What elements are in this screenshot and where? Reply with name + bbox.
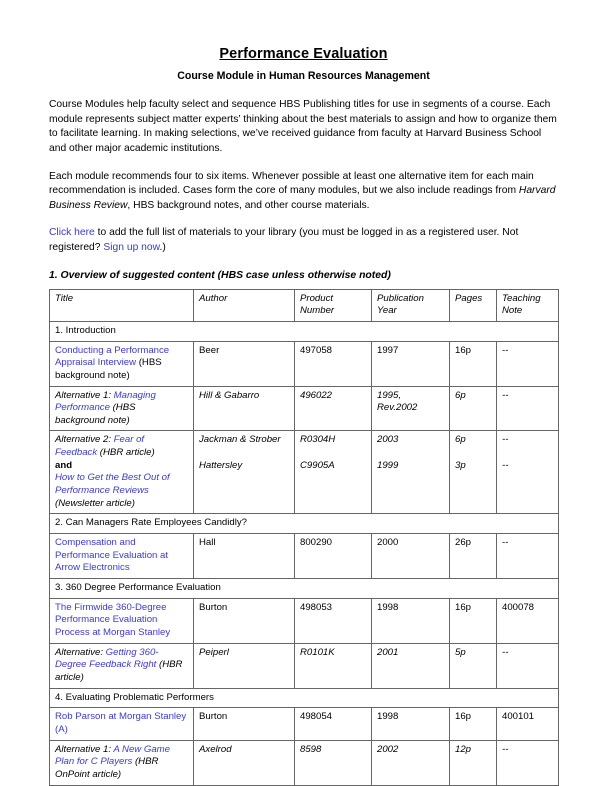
cell-publication-year <box>372 534 450 579</box>
cell-author <box>194 431 295 514</box>
cell-author-value: Beer <box>199 344 220 356</box>
intro-paragraph-1: Course Modules help faculty select and sequence HBS Publishing titles for use in segments of a course. Each module represents subject matter experts’ thinking about the best materials to assign and how to organize them to facilitate learning. In making selections, we’ve received guidance from faculty at Harvard Business School and other major academic institutions. <box>49 99 557 154</box>
cell-teaching-note-value: -- <box>502 646 509 658</box>
cell-product-number <box>295 341 372 386</box>
cell-author-value: Jackman & Strober <box>199 434 281 446</box>
cell-author-value: Burton <box>199 711 228 723</box>
cell-publication-year-value: 1997 <box>377 344 399 356</box>
cell-product-number-value: R0304H <box>300 434 336 446</box>
title-link[interactable]: Conducting a Performance Appraisal Interview <box>55 344 170 369</box>
stack-spacer <box>455 447 491 460</box>
cell-pages-value: 16p <box>455 344 472 356</box>
title-suffix: (HBR article) <box>97 447 155 459</box>
title-link[interactable]: The Firmwide 360-Degree Performance Evaluation Process at Morgan Stanley <box>55 601 171 639</box>
table-group-row <box>50 321 559 341</box>
cell-pages <box>450 431 497 514</box>
cell-teaching-note-value: -- <box>502 344 509 356</box>
cell-title <box>50 740 194 785</box>
title-link[interactable]: Fear of Feedback <box>55 434 145 459</box>
cell-publication-year <box>372 386 450 431</box>
column-header-publication-year: Publication Year <box>372 289 450 321</box>
column-header-product-number: Product Number <box>295 289 372 321</box>
cell-title <box>50 534 194 579</box>
cell-title <box>50 386 194 431</box>
cell-title <box>50 708 194 740</box>
title-prefix: Alternative: <box>55 646 106 658</box>
title-link-secondary[interactable]: How to Get the Best Out of Performance Reviews <box>55 472 170 497</box>
table-header-row <box>50 289 559 321</box>
cell-publication-year <box>372 643 450 688</box>
title-prefix: Alternative 2: <box>55 434 114 446</box>
paragraph-2-text-start: Each module recommends four to six items. Whenever possible at least one alternative item for each main recommendation is included. Cases form the core of many modules, but we also include readings from <box>49 170 534 197</box>
table-row <box>50 534 559 579</box>
page-subtitle: Course Module in Human Resources Management <box>177 70 430 83</box>
cell-teaching-note <box>497 341 559 386</box>
stack-spacer <box>377 447 444 460</box>
cell-product-number <box>295 740 372 785</box>
cell-publication-year <box>372 708 450 740</box>
cell-publication-year <box>372 341 450 386</box>
cell-product-number-value: R0101K <box>300 646 335 658</box>
cell-pages <box>450 740 497 785</box>
group-heading: 1. Introduction <box>50 321 559 341</box>
cell-teaching-note-value: -- <box>502 743 509 755</box>
page-title: Performance Evaluation <box>219 46 388 62</box>
cell-author <box>194 643 295 688</box>
cell-pages <box>450 534 497 579</box>
cell-teaching-note <box>497 740 559 785</box>
cell-teaching-note <box>497 708 559 740</box>
title-prefix: Alternative 1: <box>55 743 114 755</box>
cell-author <box>194 534 295 579</box>
stack-spacer <box>199 447 289 460</box>
cell-publication-year-value: 2002 <box>377 743 399 755</box>
title-prefix: Alternative 1: <box>55 389 114 401</box>
cell-author-value: Peiperl <box>199 646 229 658</box>
click-here-link[interactable]: Click here <box>49 227 95 239</box>
cell-teaching-note-value: -- <box>502 434 509 446</box>
column-header-title: Title <box>50 289 194 321</box>
column-header-author: Author <box>194 289 295 321</box>
cell-teaching-note <box>497 534 559 579</box>
cell-teaching-note <box>497 598 559 643</box>
table-group-row <box>50 688 559 708</box>
column-header-teaching-note: Teaching Note <box>497 289 559 321</box>
cell-teaching-note-value: 400078 <box>502 601 535 613</box>
cell-product-number <box>295 386 372 431</box>
cell-publication-year-value: 1998 <box>377 601 399 613</box>
group-heading: 4. Evaluating Problematic Performers <box>50 688 559 708</box>
cell-author <box>194 740 295 785</box>
cell-title <box>50 643 194 688</box>
cell-product-number-value: 498054 <box>300 711 333 723</box>
cell-pages-value-secondary: 3p <box>455 460 466 472</box>
cell-pages-value: 6p <box>455 434 466 446</box>
cell-teaching-note-value: -- <box>502 389 509 401</box>
title-link[interactable]: Managing Performance <box>55 389 156 414</box>
cell-teaching-note <box>497 643 559 688</box>
cell-teaching-note <box>497 431 559 514</box>
intro-paragraph-2 <box>49 170 558 214</box>
cell-pages-value: 6p <box>455 389 466 401</box>
cell-author-value: Hall <box>199 537 216 549</box>
paragraph-2-text-end: , HBS background notes, and other course materials. <box>127 199 370 211</box>
hbr-title-italic: Harvard Business Review <box>49 185 556 211</box>
cell-publication-year-value: 2001 <box>377 646 399 658</box>
title-link[interactable]: Getting 360-Degree Feedback Right <box>55 646 159 671</box>
library-link-text-2: .) <box>159 241 166 253</box>
cell-product-number-value: 496022 <box>300 389 333 401</box>
and-connector: and <box>55 459 73 471</box>
title-link[interactable]: A New Game Plan for C Players <box>55 743 171 768</box>
cell-pages-value: 12p <box>455 743 472 755</box>
cell-author-value-secondary: Hattersley <box>199 460 243 472</box>
cell-publication-year-value: 1995, Rev.2002 <box>377 389 418 414</box>
table-body <box>50 321 559 785</box>
title-suffix-secondary: (Newsletter article) <box>55 497 135 509</box>
cell-author-value: Axelrod <box>199 743 232 755</box>
cell-pages <box>450 643 497 688</box>
table-row <box>50 598 559 643</box>
cell-pages-value: 16p <box>455 711 472 723</box>
title-suffix: (HBR OnPoint article) <box>55 756 159 780</box>
cell-author <box>194 341 295 386</box>
cell-title <box>50 341 194 386</box>
stack-spacer <box>300 447 366 460</box>
cell-product-number <box>295 431 372 514</box>
cell-pages <box>450 708 497 740</box>
cell-pages-value: 16p <box>455 601 472 613</box>
cell-product-number-value: 498053 <box>300 601 333 613</box>
title-link[interactable]: Rob Parson at Morgan Stanley (A) <box>55 711 187 735</box>
cell-teaching-note-value-secondary: -- <box>502 460 509 472</box>
cell-author <box>194 598 295 643</box>
title-suffix: (HBS background note) <box>55 402 136 426</box>
table-row <box>50 341 559 386</box>
sign-up-now-link[interactable]: Sign up now <box>103 241 160 253</box>
cell-pages <box>450 386 497 431</box>
cell-pages <box>450 598 497 643</box>
library-link-paragraph <box>49 226 558 255</box>
table-group-row <box>50 514 559 534</box>
cell-product-number <box>295 598 372 643</box>
cell-publication-year <box>372 598 450 643</box>
stack-spacer <box>502 447 553 460</box>
cell-product-number-value-secondary: C9905A <box>300 460 335 472</box>
cell-publication-year-value: 2000 <box>377 537 399 549</box>
suggested-content-table <box>49 289 559 786</box>
cell-author <box>194 386 295 431</box>
title-suffix: (HBR article) <box>55 659 183 683</box>
table-row <box>50 708 559 740</box>
group-heading: 2. Can Managers Rate Employees Candidly? <box>50 514 559 534</box>
cell-product-number <box>295 534 372 579</box>
cell-publication-year <box>372 740 450 785</box>
cell-pages <box>450 341 497 386</box>
cell-author <box>194 708 295 740</box>
table-group-row <box>50 579 559 599</box>
cell-author-value: Burton <box>199 601 228 613</box>
table-row <box>50 643 559 688</box>
table-row <box>50 386 559 431</box>
cell-publication-year <box>372 431 450 514</box>
cell-pages-value: 26p <box>455 537 472 549</box>
table-row <box>50 431 559 514</box>
column-header-pages: Pages <box>450 289 497 321</box>
table-row <box>50 740 559 785</box>
cell-pages-value: 5p <box>455 646 466 658</box>
cell-product-number-value: 8598 <box>300 743 322 755</box>
section-heading-overview: 1. Overview of suggested content (HBS case unless otherwise noted) <box>49 269 391 281</box>
title-suffix: (HBS background note) <box>55 357 162 381</box>
cell-publication-year-value: 2003 <box>377 434 399 446</box>
cell-product-number-value: 497058 <box>300 344 333 356</box>
cell-title <box>50 431 194 514</box>
cell-product-number <box>295 708 372 740</box>
cell-teaching-note <box>497 386 559 431</box>
cell-product-number-value: 800290 <box>300 537 333 549</box>
cell-teaching-note-value: 400101 <box>502 711 535 723</box>
cell-product-number <box>295 643 372 688</box>
cell-title <box>50 598 194 643</box>
cell-publication-year-value: 1998 <box>377 711 399 723</box>
title-link[interactable]: Compensation and Performance Evaluation at Arrow Electronics <box>55 537 169 574</box>
group-heading: 3. 360 Degree Performance Evaluation <box>50 579 559 599</box>
cell-teaching-note-value: -- <box>502 537 509 549</box>
library-link-text-1: to add the full list of materials to your library (you must be logged in as a registered user. Not registered? <box>49 227 519 253</box>
cell-author-value: Hill & Gabarro <box>199 389 260 401</box>
cell-publication-year-value-secondary: 1999 <box>377 460 399 472</box>
